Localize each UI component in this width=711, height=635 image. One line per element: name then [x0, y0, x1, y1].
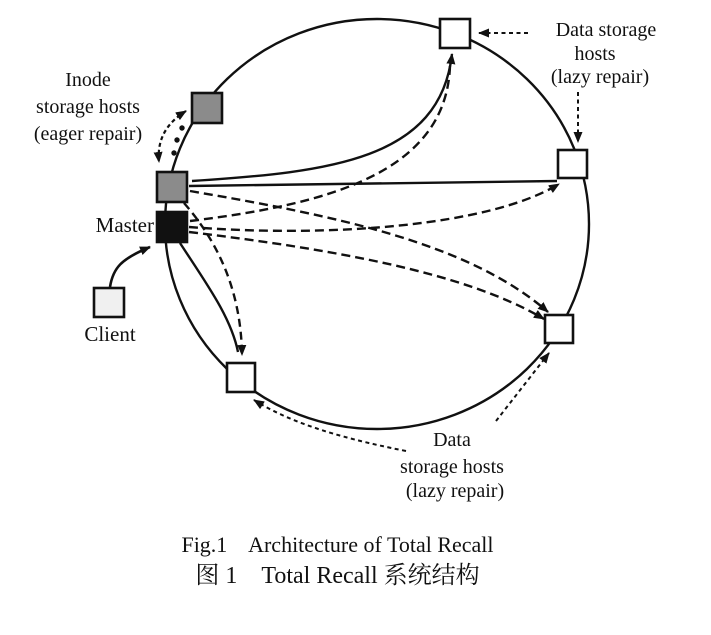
- arrow-master-to-right-host: [189, 184, 559, 231]
- host-nodes: [94, 19, 587, 392]
- figure-caption-chinese: 图 1 Total Recall 系统结构: [195, 562, 480, 589]
- data-hosts-top-label-line3: (lazy repair): [550, 66, 650, 88]
- diagram-labels: [34, 19, 656, 502]
- dot: [179, 125, 184, 130]
- data-hosts-bottom-label-line2: storage hosts: [400, 456, 504, 478]
- arrow-master-to-bottom-host: [180, 243, 238, 352]
- node-data-host-bottom: [227, 363, 255, 392]
- node-master: [157, 212, 187, 242]
- arrow-master-to-bottom-right-host: [189, 232, 544, 319]
- node-data-host-bottom-right: [545, 315, 573, 343]
- figure-caption-english: Fig.1 Architecture of Total Recall: [181, 532, 494, 557]
- inode-hosts-label-line3: (eager repair): [33, 123, 143, 145]
- data-hosts-bottom-label-line3: (lazy repair): [405, 480, 505, 502]
- node-data-host-top: [440, 19, 470, 48]
- inode-hosts-label-line2: storage hosts: [36, 96, 140, 118]
- inode-hosts-label-line1: Inode: [65, 69, 111, 91]
- node-client: [94, 288, 124, 317]
- arrow-inode-to-top-host: [192, 54, 452, 181]
- arrow-master-to-top-host: [190, 66, 450, 221]
- data-hosts-top-label-line1: Data storage: [555, 19, 657, 41]
- data-hosts-top-label-line2: hosts: [574, 43, 616, 65]
- node-inode-host-upper: [192, 93, 222, 123]
- figure-captions: [0, 531, 711, 593]
- dot: [174, 137, 179, 142]
- arrow-client-to-master: [110, 247, 150, 287]
- node-inode-host-lower: [157, 172, 187, 202]
- node-data-host-right: [558, 150, 587, 178]
- client-label: Client: [84, 322, 136, 346]
- dot: [171, 150, 176, 155]
- master-label: Master: [95, 213, 154, 237]
- data-hosts-bottom-label-line1: Data: [433, 429, 471, 451]
- pointer-label-to-bottom-host: [254, 400, 406, 451]
- link-inode-to-right-host: [189, 181, 557, 186]
